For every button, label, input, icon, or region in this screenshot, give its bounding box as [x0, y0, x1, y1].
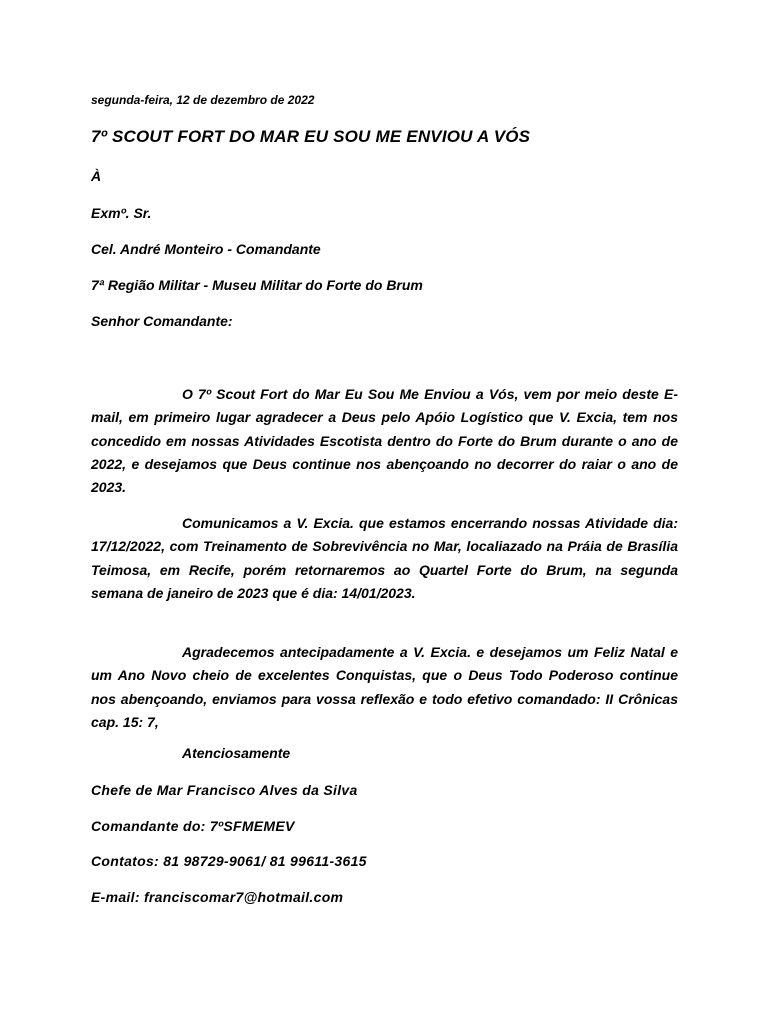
signature-contacts: Contatos: 81 98729-9061/ 81 99611-3615: [91, 853, 367, 869]
letter-title: 7º SCOUT FORT DO MAR EU SOU ME ENVIOU A VÓS: [91, 127, 531, 146]
letter-date: segunda-feira, 12 de dezembro de 2022: [91, 93, 315, 107]
body-paragraph-3-text: Agradecemos antecipadamente a V. Excia. e desejamos um Feliz Natal e um Ano Novo cheio de excelentes Conquistas, que o Deus Todo Poderoso continue nos abençoando, enviamos para vossa reflexão e todo efetivo comandado: II Crônicas cap. 15: 7,: [91, 644, 678, 730]
greeting: Senhor Comandante:: [91, 313, 233, 329]
signature-role: Comandante do: 7ºSFMEMEV: [91, 818, 295, 834]
body-paragraph-1: [91, 383, 678, 499]
body-paragraph-1-text: O 7º Scout Fort do Mar Eu Sou Me Enviou a Vós, vem por meio deste E-mail, em primeiro lugar agradecer a Deus pelo Apóio Logístico que V. Excia, tem nos concedido em nossas Atividades Escotista dentro do Forte do Brum durante o ano de 2022, e desejamos que Deus continue nos abençoando no decorrer do raiar o ano de 2023.: [91, 386, 678, 496]
salutation-title: Exmº. Sr.: [91, 205, 152, 221]
body-paragraph-2: [91, 512, 678, 605]
body-paragraph-2-text: Comunicamos a V. Excia. que estamos encerrando nossas Atividade dia: 17/12/2022, com Treinamento de Sobrevivência no Mar, localiazado na Práia de Brasília Teimosa, em Recife, porém retornaremos ao Quartel Forte do Brum, na segunda semana de janeiro de 2023 que é dia: 14/01/2023.: [91, 515, 678, 601]
signature-name: Chefe de Mar Francisco Alves da Silva: [91, 782, 358, 798]
body-paragraph-3: [91, 641, 678, 734]
signature-email: E-mail: franciscomar7@hotmail.com: [91, 889, 344, 905]
closing: Atenciosamente: [182, 745, 291, 761]
addressee-prefix: À: [91, 168, 102, 184]
recipient-organization: 7ª Região Militar - Museu Militar do Forte do Brum: [91, 277, 423, 293]
recipient-name: Cel. André Monteiro - Comandante: [91, 241, 321, 257]
